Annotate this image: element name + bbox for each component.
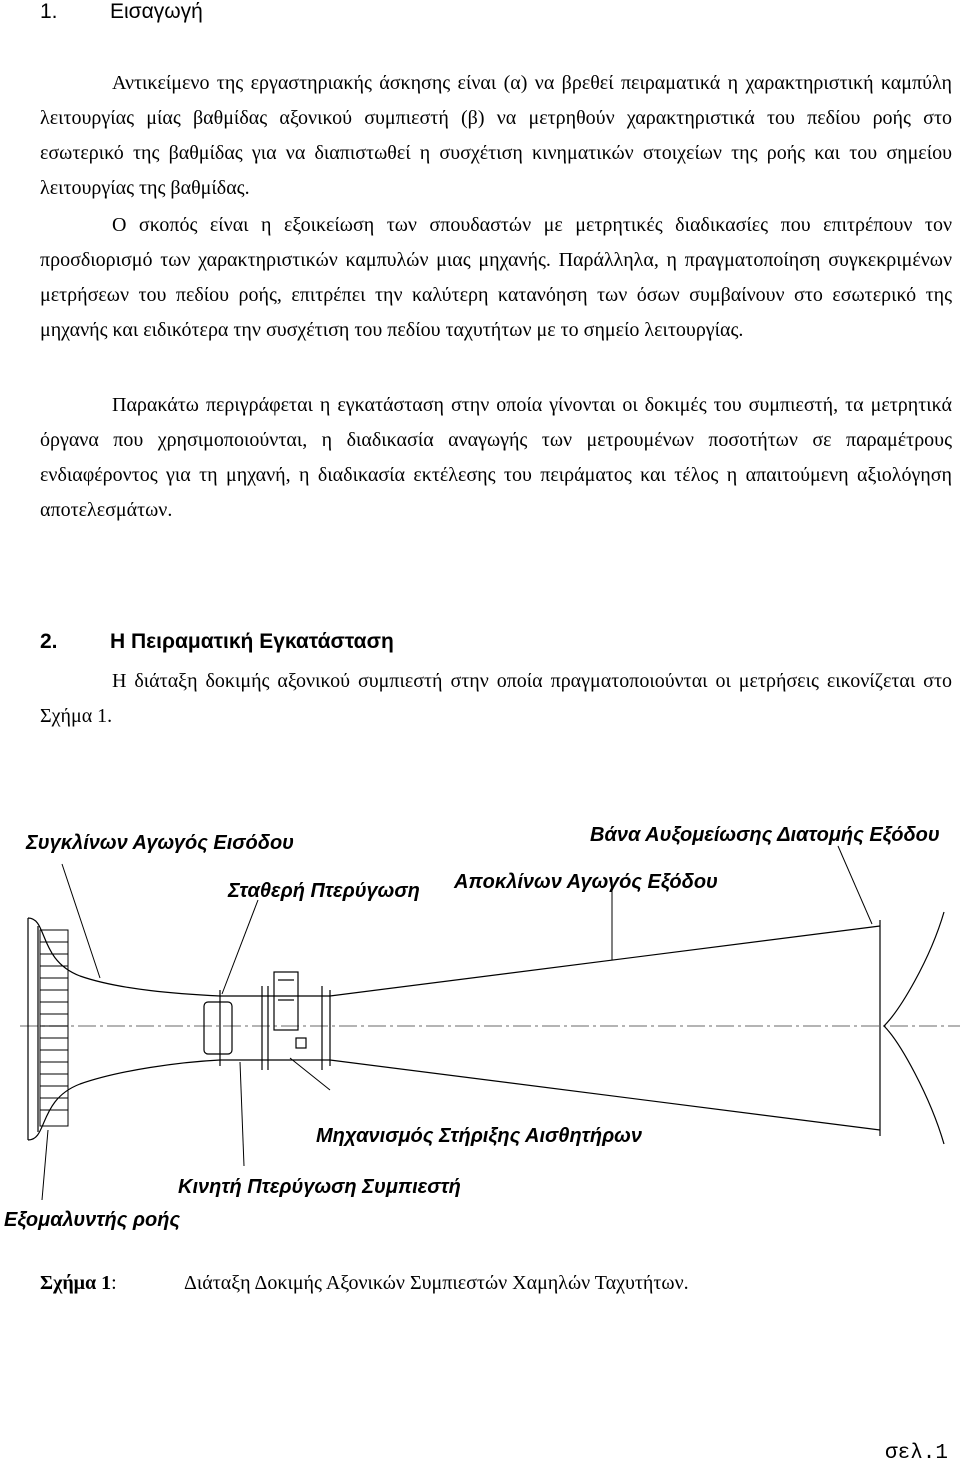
label-diffuser: Αποκλίνων Αγωγός Εξόδου bbox=[454, 871, 718, 893]
diffuser bbox=[330, 920, 880, 1136]
section-1-number: 1. bbox=[40, 0, 58, 23]
section-2-heading bbox=[40, 630, 394, 654]
section-1-title: Εισαγωγή bbox=[110, 0, 203, 23]
caption-separator: : bbox=[111, 1272, 117, 1294]
paragraph-4: Η διάταξη δοκιμής αξονικού συμπιεστή στην οποία πραγματοποιούνται οι μετρήσεις εικονίζεται στο Σχήμα 1. bbox=[40, 670, 952, 727]
paragraph-3: Παρακάτω περιγράφεται η εγκατάσταση στην οποία γίνονται οι δοκιμές του συμπιεστή, τα μετρητικά όργανα που χρησιμοποιούνται, η διαδικασία αναγωγής των μετρουμένων ποσοτήτων σε παραμέτρους ενδιαφέροντος για τη μηχανή, η διαδικασία εκτέλεσης του πειράματος και τέλος η απαιτούμενη αξιολόγηση αποτελεσμάτων. bbox=[40, 394, 952, 521]
inlet-lower-curve bbox=[28, 1060, 220, 1140]
label-exit-valve: Βάνα Αυξομείωσης Διατομής Εξόδου bbox=[590, 824, 940, 846]
section-2-title: Η Πειραματική Εγκατάσταση bbox=[110, 630, 394, 653]
flow-straightener bbox=[40, 930, 68, 1126]
label-flow-straightener: Εξομαλυντής ροής bbox=[4, 1209, 181, 1231]
paragraph-1: Αντικείμενο της εργαστηριακής άσκησης είναι (α) να βρεθεί πειραματικά η χαρακτηριστική καμπύλη λειτουργίας μίας βαθμίδας αξονικού συμπιεστή (β) να μετρηθούν χαρακτηριστικά του πεδίου ροής στο εσωτερικό της βαθμίδας για να διαπιστωθεί η συσχέτιση κινηματικών στοιχείων της ροής και του σημείου λειτουργίας της βαθμίδας. bbox=[40, 72, 952, 199]
test-section bbox=[204, 972, 330, 1070]
paragraph-2: Ο σκοπός είναι η εξοικείωση των σπουδαστών με μετρητικές διαδικασίες που επιτρέπουν τον προσδιορισμό των χαρακτηριστικών καμπυλών μιας μηχανής. Παράλληλα, η πραγματοποίηση συγκεκριμένων μετρήσεων του πεδίου ροής, επιτρέπει την καλύτερη κατανόηση των όσων συμβαίνουν στο εσωτερικό της μηχανής και ειδικότερα την συσχέτιση του πεδίου ταχυτήτων με το σημείο λειτουργίας. bbox=[40, 214, 952, 341]
figure-caption bbox=[40, 1272, 689, 1295]
exit-cone-valve bbox=[884, 912, 944, 1144]
label-stator: Σταθερή Πτερύγωση bbox=[228, 880, 420, 902]
label-inlet-duct: Συγκλίνων Αγωγός Εισόδου bbox=[26, 832, 294, 854]
caption-label: Σχήμα 1 bbox=[40, 1272, 112, 1294]
page-number: σελ.1 bbox=[884, 1442, 948, 1465]
label-probe-mechanism: Μηχανισμός Στήριξης Αισθητήρων bbox=[316, 1125, 642, 1147]
section-2-number: 2. bbox=[40, 630, 58, 653]
section-1-heading bbox=[40, 0, 203, 24]
caption-text: Διάταξη Δοκιμής Αξονικών Συμπιεστών Χαμηλών Ταχυτήτων. bbox=[184, 1272, 689, 1294]
label-rotor: Κινητή Πτερύγωση Συμπιεστή bbox=[178, 1176, 461, 1198]
